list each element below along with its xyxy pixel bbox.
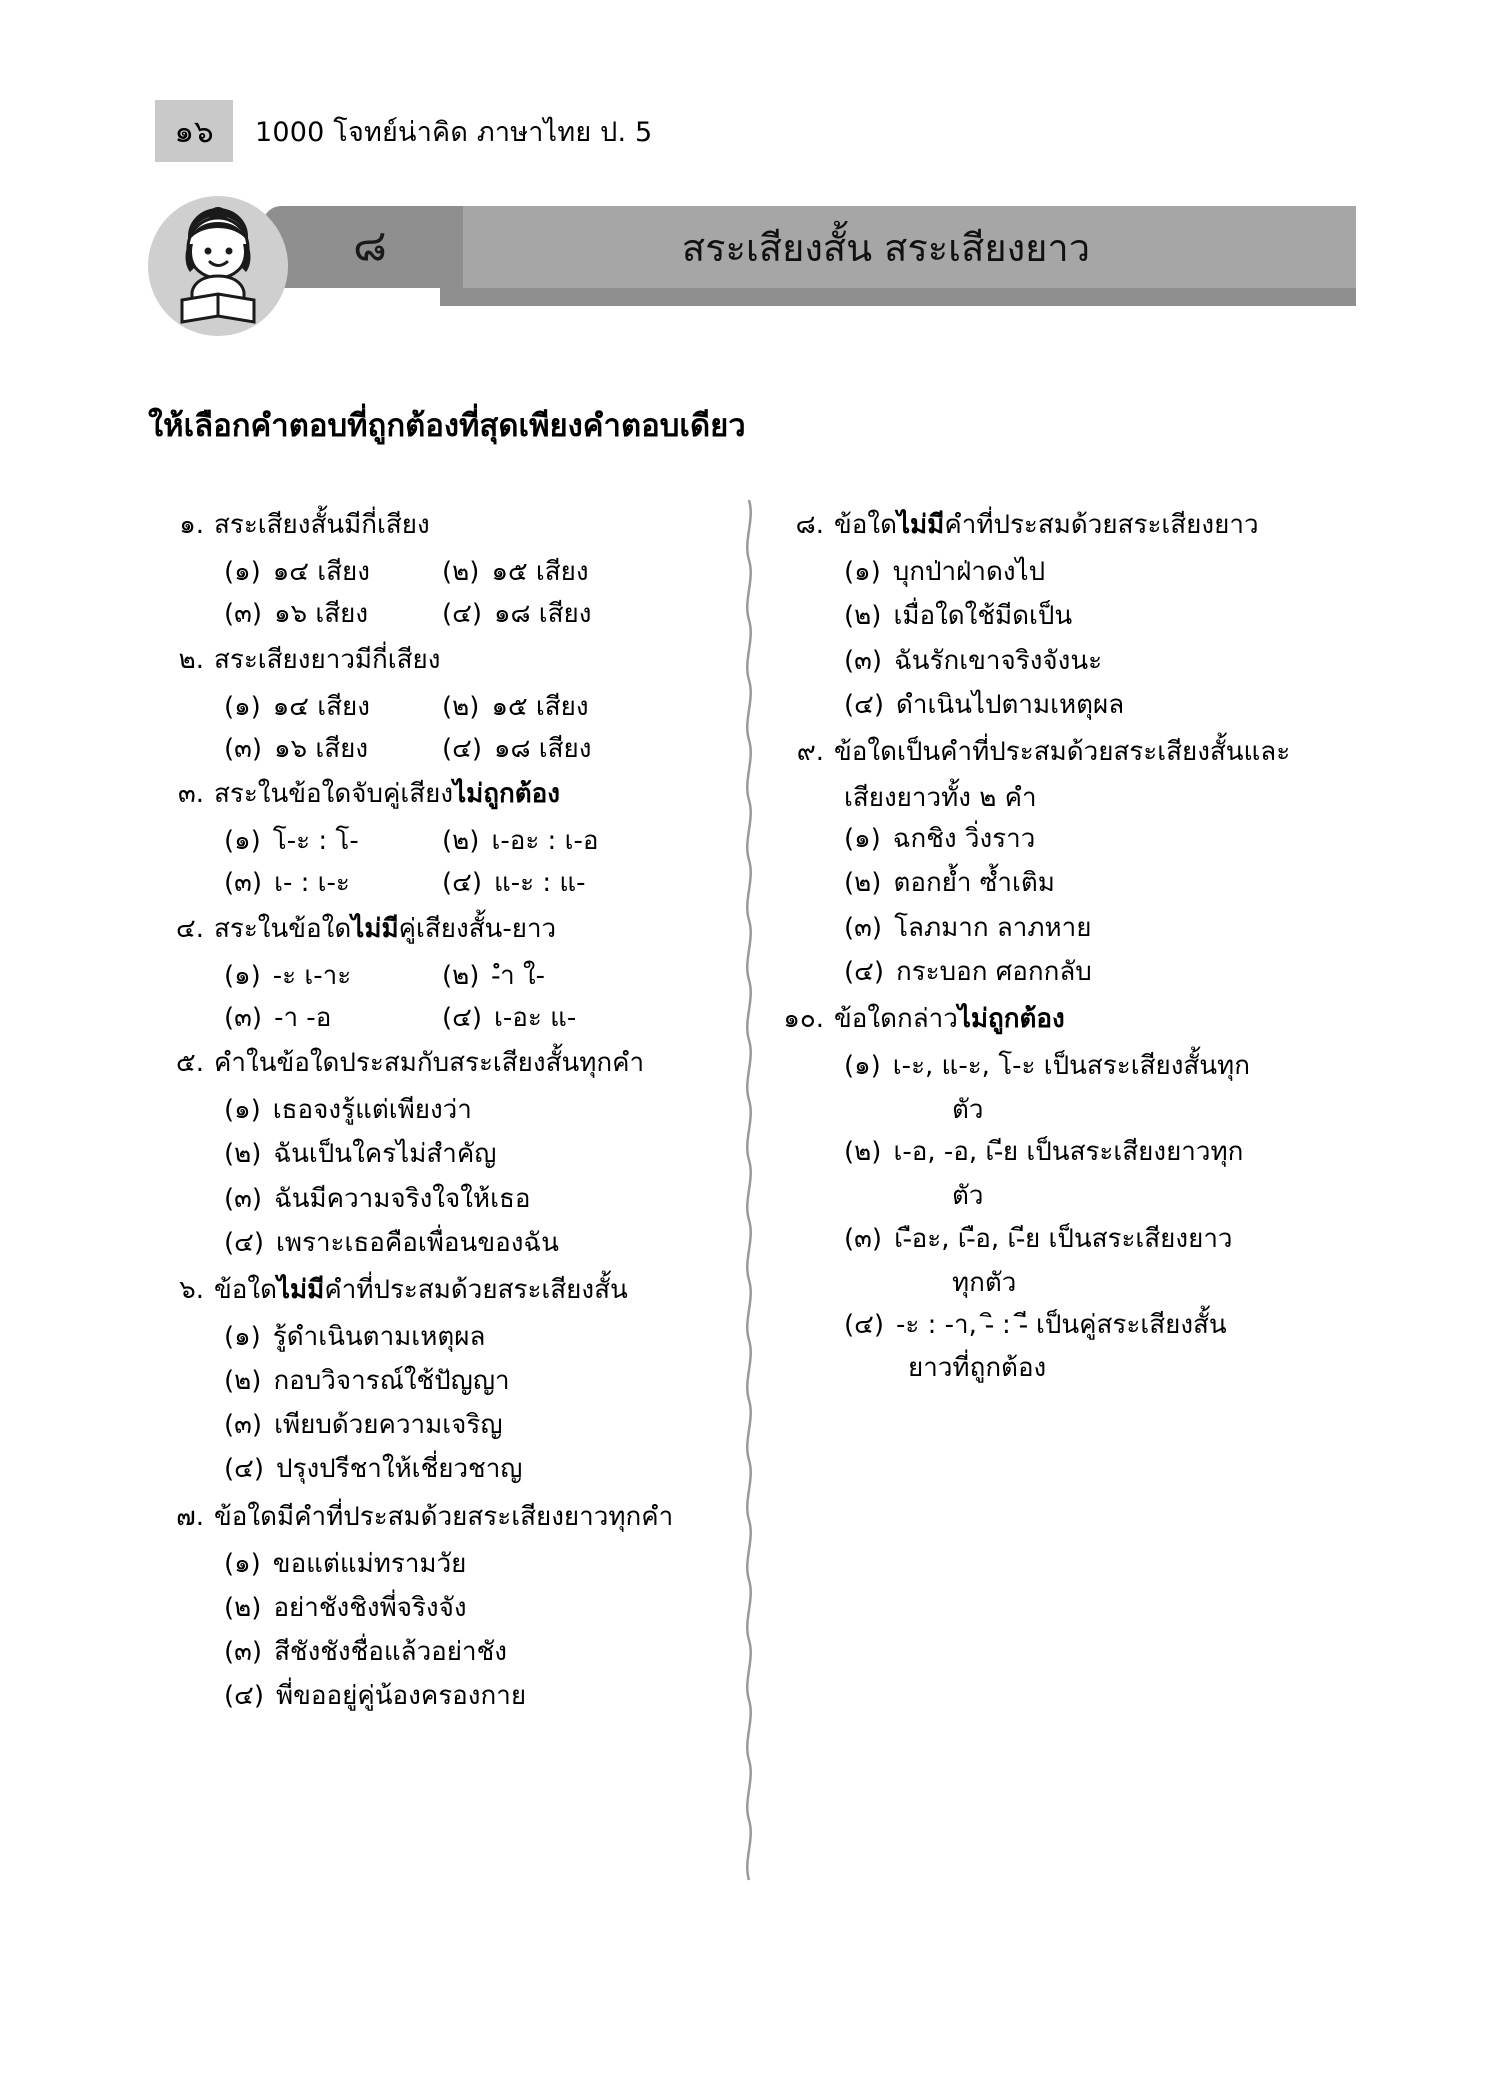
choice-label: (๔) xyxy=(844,689,884,720)
choice-text: ตอกย้ำ ซ้ำเติม xyxy=(893,868,1055,899)
choice-text: ฉันเป็นใครไม่สำคัญ xyxy=(273,1139,497,1170)
choice-option[interactable] xyxy=(224,997,442,1039)
choice-label: (๑) xyxy=(224,1322,261,1353)
choice-option[interactable] xyxy=(224,593,442,635)
question-9 xyxy=(780,732,1360,995)
choice-list xyxy=(224,820,740,904)
choice-label: (๒) xyxy=(442,691,480,722)
choice-option[interactable] xyxy=(224,1222,559,1264)
choice-list xyxy=(844,1045,1360,1388)
choice-option[interactable] xyxy=(844,595,1072,637)
choice-label: (๒) xyxy=(224,1366,262,1397)
choice-text: -า -อ xyxy=(274,1002,332,1033)
choice-option[interactable] xyxy=(844,818,1035,860)
choice-label: (๔) xyxy=(442,868,482,899)
question-text xyxy=(214,1270,740,1310)
choice-option[interactable] xyxy=(224,686,442,728)
choice-label: (๒) xyxy=(442,960,480,991)
choice-text: เ-อ, -อ, เ-ีย เป็นสระเสียงยาวทุก xyxy=(893,1137,1244,1168)
choice-label: (๓) xyxy=(224,1002,263,1033)
choice-label: (๑) xyxy=(844,557,881,588)
question-number: ๗. xyxy=(176,1501,204,1532)
choice-option[interactable] xyxy=(224,862,442,904)
choice-text: สีชังชังชื่อแล้วอย่าชัง xyxy=(274,1637,507,1668)
question-text-emphasis: ไม่ถูกต้อง xyxy=(957,1003,1065,1034)
question-text-main: สระในข้อใดจับคู่เสียง xyxy=(214,779,454,810)
choice-text: เ-อะ แ- xyxy=(493,1002,577,1033)
choice-label: (๑) xyxy=(844,824,881,855)
question-2 xyxy=(160,640,740,771)
choice-option[interactable] xyxy=(442,997,660,1039)
question-text-main: ข้อใดกล่าว xyxy=(834,1003,958,1034)
choice-label: (๑) xyxy=(224,691,261,722)
child-reading-icon xyxy=(148,196,288,336)
choice-text: บุกป่าฝ่าดงไป xyxy=(892,557,1046,588)
choice-label: (๑) xyxy=(224,1548,261,1579)
question-4 xyxy=(160,909,740,1040)
choice-option[interactable] xyxy=(224,1089,472,1131)
choice-option[interactable] xyxy=(844,1218,1233,1260)
choice-text-line2: ตัว xyxy=(952,1095,984,1126)
question-number: ๙. xyxy=(796,736,824,767)
question-text xyxy=(214,774,740,814)
right-column xyxy=(780,505,1360,1723)
choice-option[interactable] xyxy=(224,955,442,997)
choice-label: (๔) xyxy=(442,733,482,764)
choice-option[interactable] xyxy=(224,1543,466,1585)
choice-option[interactable] xyxy=(442,593,660,635)
choice-label: (๔) xyxy=(844,1309,884,1340)
choice-text-line2: ตัว xyxy=(952,1181,984,1212)
choice-label: (๔) xyxy=(442,599,482,630)
choice-text: กระบอก ศอกกลับ xyxy=(895,956,1092,987)
question-3 xyxy=(160,774,740,905)
choice-label: (๓) xyxy=(224,1183,263,1214)
question-text: ข้อใดมีคำที่ประสมด้วยสระเสียงยาวทุกคำ xyxy=(214,1501,674,1532)
reading-child-illustration xyxy=(148,196,288,336)
choice-label: (๑) xyxy=(844,1051,881,1082)
choice-option[interactable] xyxy=(844,862,1055,904)
choice-text: เ- : เ-ะ xyxy=(274,868,350,899)
choice-text: ฉันรักเขาจริงจังนะ xyxy=(894,645,1103,676)
chapter-banner xyxy=(148,188,1356,338)
choice-label: (๔) xyxy=(844,956,884,987)
choice-text: โลภมาก ลาภหาย xyxy=(894,912,1092,943)
question-10 xyxy=(780,999,1360,1388)
choice-option[interactable] xyxy=(442,728,660,770)
choice-label: (๑) xyxy=(224,826,261,857)
choice-option[interactable] xyxy=(224,1133,496,1175)
question-columns xyxy=(160,505,1360,1723)
choice-text: ดำเนินไปตามเหตุผล xyxy=(895,689,1125,720)
question-text-tail: คำที่ประสมด้วยสระเสียงยาว xyxy=(944,510,1259,540)
choice-option[interactable] xyxy=(844,1304,1227,1346)
choice-text-line2: ทุกตัว xyxy=(952,1267,1017,1298)
question-text xyxy=(214,909,740,949)
choice-option[interactable] xyxy=(442,955,660,997)
choice-text: ๑๔ เสียง xyxy=(272,557,370,588)
question-number: ๔. xyxy=(176,913,204,944)
choice-text: รู้ดำเนินตามเหตุผล xyxy=(272,1322,486,1353)
choice-text: กอบวิจารณ์ใช้ปัญญา xyxy=(273,1366,510,1397)
choice-option[interactable] xyxy=(224,1631,507,1673)
chapter-title: สระเสียงสั้น สระเสียงยาว xyxy=(681,225,1091,270)
question-text-main: ข้อใด xyxy=(214,1274,277,1305)
choice-option[interactable] xyxy=(224,1316,485,1358)
choice-label: (๑) xyxy=(224,557,261,588)
choice-text: ๑๕ เสียง xyxy=(491,691,589,722)
question-1 xyxy=(160,505,740,636)
choice-text: ๑๘ เสียง xyxy=(493,733,592,764)
choice-text: เพียบด้วยความเจริญ xyxy=(274,1410,503,1441)
choice-option[interactable] xyxy=(442,862,660,904)
choice-option[interactable] xyxy=(844,1045,1250,1087)
chapter-number: ๘ xyxy=(353,220,387,271)
choice-list xyxy=(224,686,740,770)
choice-text: พี่ขออยู่คู่น้องครองกาย xyxy=(275,1681,527,1712)
question-number: ๖. xyxy=(179,1274,204,1305)
choice-option[interactable] xyxy=(224,1587,467,1629)
question-number: ๒. xyxy=(178,644,204,675)
choice-label: (๔) xyxy=(442,1002,482,1033)
choice-option[interactable] xyxy=(844,907,1092,949)
choice-text: ๑๖ เสียง xyxy=(274,599,369,630)
question-text-emphasis: ไม่ถูกต้อง xyxy=(453,779,560,810)
choice-text: โ-ะ : โ- xyxy=(272,826,359,857)
page-header xyxy=(155,100,652,162)
question-number: ๓. xyxy=(177,779,204,810)
choice-option[interactable] xyxy=(844,951,1092,993)
choice-text: อย่าชังชิงพี่จริงจัง xyxy=(273,1592,467,1623)
choice-option[interactable] xyxy=(844,640,1102,682)
choice-option[interactable] xyxy=(224,1675,526,1717)
banner-bar-shadow xyxy=(440,288,1356,306)
choice-label: (๑) xyxy=(224,960,261,991)
left-column xyxy=(160,505,740,1723)
question-text: สระเสียงสั้นมีกี่เสียง xyxy=(214,510,430,540)
choice-option[interactable] xyxy=(224,820,442,862)
question-text xyxy=(834,999,1360,1039)
choice-text: -ำ ใ- xyxy=(491,960,546,991)
choice-label: (๓) xyxy=(224,733,263,764)
choice-option[interactable] xyxy=(224,1448,522,1490)
choice-list xyxy=(224,1089,740,1265)
choice-label: (๒) xyxy=(844,868,882,899)
choice-label: (๓) xyxy=(844,645,883,676)
page-number-box: ๑๖ xyxy=(155,100,233,162)
question-text-line2: เสียงยาวทั้ง ๒ คำ xyxy=(844,783,1037,814)
choice-text: ปรุงปรีชาให้เชี่ยวชาญ xyxy=(275,1454,523,1485)
choice-text: ๑๕ เสียง xyxy=(491,557,589,588)
choice-label: (๓) xyxy=(844,1223,883,1254)
question-text: ข้อใดเป็นคำที่ประสมด้วยสระเสียงสั้นและ xyxy=(834,736,1291,767)
choice-option[interactable] xyxy=(844,551,1045,593)
choice-text: เมื่อใดใช้มีดเป็น xyxy=(893,601,1073,632)
choice-label: (๒) xyxy=(442,826,480,857)
question-7 xyxy=(160,1497,740,1720)
choice-text: เธอจงรู้แต่เพียงว่า xyxy=(272,1095,472,1126)
choice-option[interactable] xyxy=(442,551,660,593)
choice-label: (๔) xyxy=(224,1454,264,1485)
instruction-text: ให้เลือกคำตอบที่ถูกต้องที่สุดเพียงคำตอบเดียว xyxy=(148,408,746,444)
choice-text: ๑๖ เสียง xyxy=(274,733,369,764)
choice-text: ๑๘ เสียง xyxy=(493,599,592,630)
choice-label: (๓) xyxy=(224,1410,263,1441)
choice-label: (๓) xyxy=(224,868,263,899)
choice-text-line2: ยาวที่ถูกต้อง xyxy=(908,1352,1047,1383)
choice-text: เ-ะ, แ-ะ, โ-ะ เป็นสระเสียงสั้นทุก xyxy=(892,1051,1250,1082)
question-text xyxy=(834,505,1360,545)
question-text-tail: คู่เสียงสั้น-ยาว xyxy=(398,913,557,944)
choice-list xyxy=(224,955,740,1039)
choice-label: (๑) xyxy=(224,1095,261,1126)
choice-text: เพราะเธอคือเพื่อนของฉัน xyxy=(275,1227,559,1258)
choice-text: ๑๔ เสียง xyxy=(272,691,370,722)
choice-text: ขอแต่แม่ทรามวัย xyxy=(272,1548,467,1579)
book-title: 1000 โจทย์น่าคิด ภาษาไทย ป. 5 xyxy=(255,116,653,148)
question-text-main: ข้อใด xyxy=(834,510,897,540)
choice-list xyxy=(224,551,740,635)
choice-option[interactable] xyxy=(844,684,1124,726)
choice-option[interactable] xyxy=(224,1178,530,1220)
choice-text: -ะ : -า, -ิ : -ี เป็นคู่สระเสียงสั้น xyxy=(895,1309,1227,1340)
choice-option[interactable] xyxy=(442,686,660,728)
question-text-tail: คำที่ประสมด้วยสระเสียงสั้น xyxy=(324,1274,628,1305)
question-text-emphasis: ไม่มี xyxy=(276,1274,325,1305)
question-5 xyxy=(160,1043,740,1266)
choice-option[interactable] xyxy=(224,1404,503,1446)
choice-label: (๔) xyxy=(224,1681,264,1712)
choice-text: แ-ะ : แ- xyxy=(493,868,586,899)
question-text-main: สระในข้อใด xyxy=(214,913,352,944)
choice-option[interactable] xyxy=(224,728,442,770)
choice-label: (๓) xyxy=(844,912,883,943)
choice-list xyxy=(224,1316,740,1492)
choice-list xyxy=(844,818,1360,994)
question-text-emphasis: ไม่มี xyxy=(896,510,945,540)
choice-label: (๒) xyxy=(442,557,480,588)
choice-label: (๒) xyxy=(844,1137,882,1168)
choice-text: เ-ือะ, เ-ือ, เ-ีย เป็นสระเสียงยาว xyxy=(894,1223,1233,1254)
choice-text: เ-อะ : เ-อ xyxy=(491,826,599,857)
choice-text: -ะ เ-าะ xyxy=(272,960,352,991)
question-number: ๑๐. xyxy=(783,1003,824,1034)
question-text: คำในข้อใดประสมกับสระเสียงสั้นทุกคำ xyxy=(214,1048,645,1079)
question-number: ๑. xyxy=(179,510,204,540)
choice-label: (๒) xyxy=(224,1592,262,1623)
choice-label: (๒) xyxy=(844,601,882,632)
question-text: สระเสียงยาวมีกี่เสียง xyxy=(214,644,441,675)
choice-label: (๓) xyxy=(224,1637,263,1668)
choice-option[interactable] xyxy=(224,551,442,593)
choice-list xyxy=(844,551,1360,727)
choice-label: (๔) xyxy=(224,1227,264,1258)
choice-text: ฉันมีความจริงใจให้เธอ xyxy=(274,1183,531,1214)
choice-list xyxy=(224,1543,740,1719)
question-text-emphasis: ไม่มี xyxy=(351,913,399,944)
choice-option[interactable] xyxy=(442,820,660,862)
question-number: ๕. xyxy=(176,1048,204,1079)
choice-label: (๓) xyxy=(224,599,263,630)
question-6 xyxy=(160,1270,740,1493)
choice-text: ฉกชิง วิ่งราว xyxy=(892,824,1036,855)
question-number: ๘. xyxy=(795,510,824,540)
choice-option[interactable] xyxy=(844,1131,1243,1173)
choice-label: (๒) xyxy=(224,1139,262,1170)
choice-option[interactable] xyxy=(224,1360,510,1402)
question-8 xyxy=(780,505,1360,728)
